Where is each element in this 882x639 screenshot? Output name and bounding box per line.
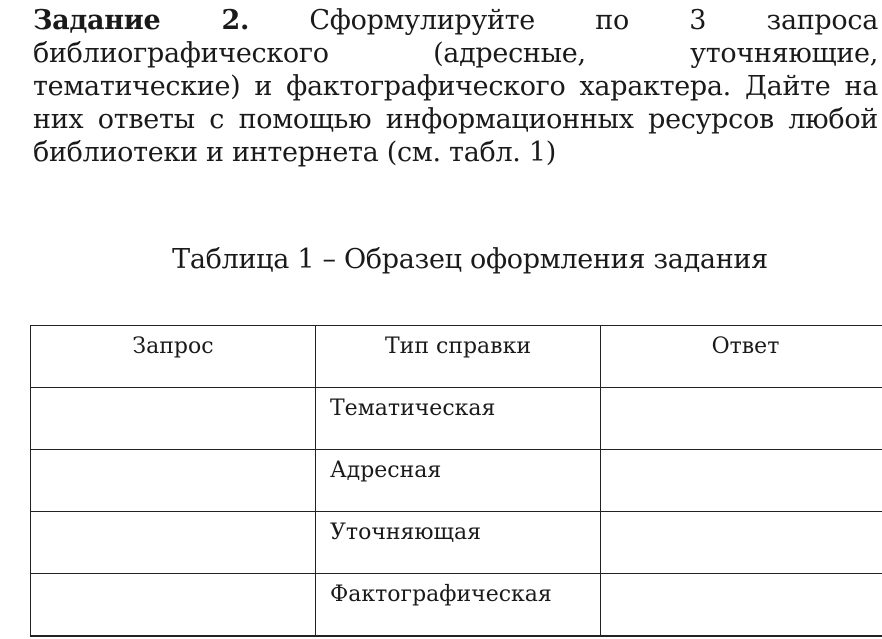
table-caption: Таблица 1 – Образец оформления задания	[172, 244, 768, 275]
header-query: Запрос	[31, 326, 316, 388]
table-row	[31, 574, 882, 637]
cell-answer	[601, 450, 882, 512]
cell-query	[31, 388, 316, 450]
cell-type: Фактографическая	[316, 574, 601, 637]
cell-query	[31, 574, 316, 637]
cell-type: Уточняющая	[316, 512, 601, 574]
header-type: Тип справки	[316, 326, 601, 388]
table-row	[31, 388, 882, 450]
table-row	[31, 512, 882, 574]
table-header-row	[31, 326, 882, 388]
header-answer: Ответ	[601, 326, 882, 388]
cell-answer	[601, 388, 882, 450]
task-table	[30, 325, 882, 637]
task-label: Задание 2.	[33, 5, 250, 36]
cell-answer	[601, 512, 882, 574]
cell-answer	[601, 574, 882, 637]
cell-type: Адресная	[316, 450, 601, 512]
task-text: Сформулируйте по 3 запроса библиографического (адресные, уточняющие, тематические) и фактографического характера. Дайте на них ответы с помощью информационных ресурсов любой библиотеки и интернета (см. табл. 1)	[33, 5, 878, 168]
cell-query	[31, 450, 316, 512]
cell-query	[31, 512, 316, 574]
table-row	[31, 450, 882, 512]
cell-type: Тематическая	[316, 388, 601, 450]
task-paragraph	[33, 4, 878, 169]
